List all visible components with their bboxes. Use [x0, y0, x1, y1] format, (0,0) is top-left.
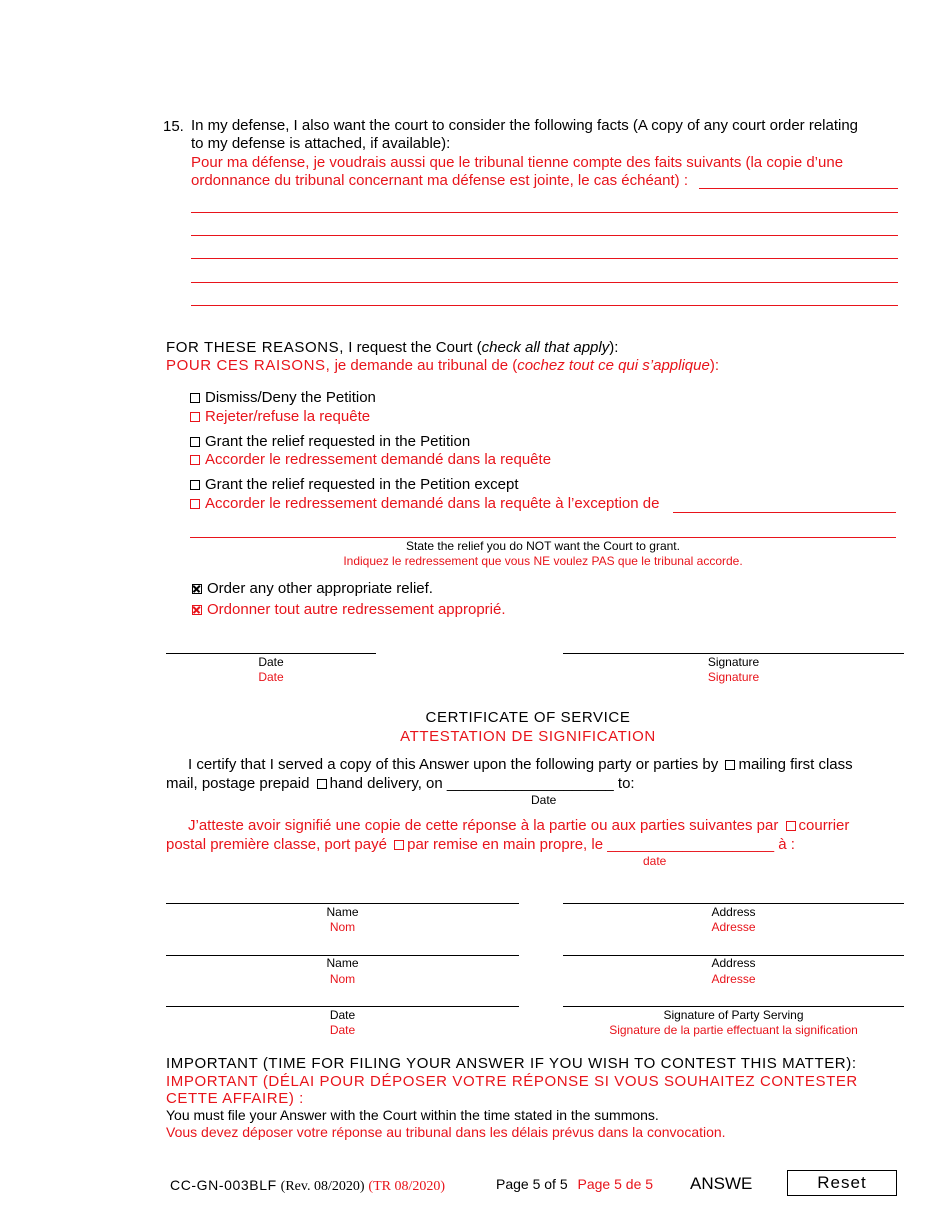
cert-en-text2: mail, postage prepaid: [166, 775, 310, 792]
page-number-en: Page 5 of 5: [496, 1176, 568, 1192]
grant-label-en: Grant the relief requested in the Petition: [205, 433, 471, 450]
grant-checkbox[interactable]: [190, 437, 200, 447]
reasons-english: [166, 339, 618, 357]
date-label-en: Date: [258, 655, 284, 669]
cert-fr-date-label: date: [643, 854, 667, 868]
address-label-fr-1: Adresse: [711, 920, 756, 934]
important-title-en: IMPORTANT (TIME FOR FILING YOUR ANSWER IF YOU WISH TO CONTEST THIS MATTER):: [166, 1055, 857, 1072]
page-number-fr: Page 5 de 5: [577, 1176, 654, 1192]
option-grant-en[interactable]: [190, 433, 470, 451]
other-label-en: Order any other appropriate relief.: [207, 580, 433, 597]
serving-signature-line[interactable]: [563, 1006, 904, 1007]
cert-fr-hand: par remise en main propre, le ____________________ à :: [407, 836, 795, 853]
item15-en-line2: to my defense is attached, if available):: [191, 135, 451, 152]
item-number: 15.: [163, 118, 184, 135]
facts-line-2[interactable]: [191, 212, 898, 213]
address-line-1[interactable]: [563, 903, 904, 904]
facts-line-1[interactable]: [699, 188, 898, 189]
service-date-line[interactable]: [166, 1006, 519, 1007]
cert-fr-text2: postal première classe, port payé: [166, 836, 387, 853]
option-except-en[interactable]: [190, 476, 519, 494]
reasons-en-caps: FOR THESE REASONS,: [166, 339, 345, 356]
cert-fr-mail: courrier: [798, 817, 850, 834]
date-label-fr: Date: [258, 670, 284, 684]
except-hint-fr: Indiquez le redressement que vous NE voulez PAS que le tribunal accorde.: [343, 554, 743, 568]
other-relief-checkbox[interactable]: [192, 584, 202, 594]
name-line-1[interactable]: [166, 903, 519, 904]
important-title-fr-2: CETTE AFFAIRE) :: [166, 1090, 304, 1107]
name-label-fr-2: Nom: [329, 972, 356, 986]
serving-signature-label-en: Signature of Party Serving: [663, 1008, 804, 1022]
address-label-en-1: Address: [711, 905, 756, 919]
signature-label-fr: Signature: [707, 670, 760, 684]
option-other-en[interactable]: [192, 580, 433, 598]
cert-fr-text1: J’atteste avoir signifié une copie de cette réponse à la partie ou aux parties suivantes par: [188, 817, 779, 834]
cert-en-line2: [166, 775, 635, 793]
form-id: [170, 1177, 445, 1195]
except-checkbox-fr[interactable]: [190, 499, 200, 509]
facts-line-6[interactable]: [191, 305, 898, 306]
option-dismiss-en[interactable]: [190, 389, 376, 407]
except-checkbox[interactable]: [190, 480, 200, 490]
mail-checkbox[interactable]: [725, 760, 735, 770]
item15-fr-line2: ordonnance du tribunal concernant ma défense est jointe, le cas échéant) :: [191, 172, 688, 189]
hand-delivery-checkbox[interactable]: [317, 779, 327, 789]
except-label-fr: Accorder le redressement demandé dans la requête à l’exception de: [205, 495, 660, 512]
reasons-french: [166, 357, 719, 375]
facts-line-3[interactable]: [191, 235, 898, 236]
option-grant-fr[interactable]: [190, 451, 551, 469]
address-label-en-2: Address: [711, 956, 756, 970]
service-date-label-en: Date: [329, 1008, 356, 1022]
dismiss-checkbox[interactable]: [190, 393, 200, 403]
option-except-fr[interactable]: [190, 495, 659, 513]
form-revision: (Rev. 08/2020): [280, 1179, 365, 1194]
reset-button[interactable]: Reset: [787, 1170, 897, 1196]
reasons-fr-close: ):: [709, 357, 720, 374]
serving-signature-label-fr: Signature de la partie effectuant la signification: [609, 1023, 858, 1037]
except-line-1[interactable]: [673, 512, 896, 513]
name-label-fr-1: Nom: [329, 920, 356, 934]
reasons-fr-italic: cochez tout ce qui s’applique: [517, 357, 710, 374]
page-indicator: [496, 1176, 653, 1193]
cert-en-hand: hand delivery, on ____________________ to:: [329, 775, 635, 792]
name-label-en-1: Name: [326, 905, 359, 919]
item15-english: [191, 117, 911, 153]
document-type-label: ANSWE: [690, 1174, 753, 1193]
item15-fr-line1: Pour ma défense, je voudrais aussi que le tribunal tienne compte des faits suivants (la copie d’une: [191, 154, 844, 171]
other-label-fr: Ordonner tout autre redressement approprié.: [207, 601, 506, 618]
signature-label-en: Signature: [707, 655, 760, 669]
name-label-en-2: Name: [326, 956, 359, 970]
facts-line-5[interactable]: [191, 282, 898, 283]
option-other-fr[interactable]: [192, 601, 506, 619]
hand-delivery-checkbox-fr[interactable]: [394, 840, 404, 850]
except-hint-en: State the relief you do NOT want the Court to grant.: [406, 539, 680, 553]
form-translation-revision: (TR 08/2020): [368, 1179, 446, 1194]
cert-en-date-label: Date: [531, 793, 557, 807]
form-number: CC-GN-003BLF: [170, 1177, 277, 1193]
cert-fr-line2: [166, 836, 795, 854]
except-label-en: Grant the relief requested in the Petition except: [205, 476, 519, 493]
item15-en-line1: In my defense, I also want the court to consider the following facts (A copy of any court order relating: [191, 117, 859, 134]
facts-line-4[interactable]: [191, 258, 898, 259]
dismiss-checkbox-fr[interactable]: [190, 412, 200, 422]
mail-checkbox-fr[interactable]: [786, 821, 796, 831]
dismiss-label-en: Dismiss/Deny the Petition: [205, 389, 376, 406]
signature-line[interactable]: [563, 653, 904, 654]
reasons-en-italic: check all that apply: [481, 339, 610, 356]
reasons-en-text: I request the Court (: [344, 339, 482, 356]
other-relief-checkbox-fr[interactable]: [192, 605, 202, 615]
service-date-label-fr: Date: [329, 1023, 356, 1037]
grant-checkbox-fr[interactable]: [190, 455, 200, 465]
reasons-fr-caps: POUR CES RAISONS,: [166, 357, 331, 374]
important-body-fr: Vous devez déposer votre réponse au tribunal dans les délais prévus dans la convocation.: [166, 1124, 726, 1140]
reasons-en-close: ):: [609, 339, 619, 356]
cert-en-text1: I certify that I served a copy of this Answer upon the following party or parties by: [188, 756, 719, 773]
option-dismiss-fr[interactable]: [190, 408, 370, 426]
item15-french: [191, 154, 911, 190]
important-body-en: You must file your Answer with the Court within the time stated in the summons.: [166, 1107, 659, 1123]
address-label-fr-2: Adresse: [711, 972, 756, 986]
reasons-fr-text: je demande au tribunal de (: [330, 357, 518, 374]
date-line[interactable]: [166, 653, 376, 654]
cert-en-line1: [188, 756, 853, 774]
important-title-fr-1: IMPORTANT (DÉLAI POUR DÉPOSER VOTRE RÉPONSE SI VOUS SOUHAITEZ CONTESTER: [166, 1073, 858, 1090]
grant-label-fr: Accorder le redressement demandé dans la requête: [205, 451, 552, 468]
certificate-title-en: CERTIFICATE OF SERVICE: [425, 709, 631, 726]
except-line-2[interactable]: [190, 537, 896, 538]
dismiss-label-fr: Rejeter/refuse la requête: [205, 408, 371, 425]
cert-en-mail: mailing first class: [738, 756, 853, 773]
certificate-title-fr: ATTESTATION DE SIGNIFICATION: [400, 728, 656, 745]
cert-fr-line1: [188, 817, 849, 835]
